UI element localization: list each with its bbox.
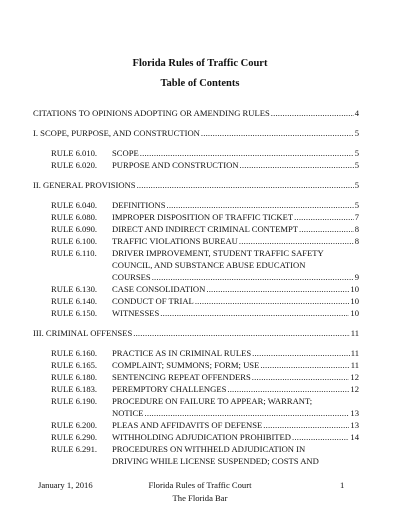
dot-leader — [299, 223, 354, 235]
dot-leader — [145, 407, 350, 419]
toc-entry-text: IMPROPER DISPOSITION OF TRAFFIC TICKET — [112, 212, 294, 222]
rule-number: RULE 6.080. — [51, 212, 98, 222]
toc-entry-text-continued[interactable]: COUNCIL, AND SUBSTANCE ABUSE EDUCATION — [112, 260, 306, 270]
toc-entry-text: DEFINITIONS — [112, 200, 166, 210]
toc-entry-text: WITNESSES — [112, 308, 160, 318]
toc-entry-rule-6140[interactable] — [112, 295, 359, 307]
toc-entry-rule-6165[interactable] — [112, 359, 359, 371]
toc-page-number: 9 — [354, 272, 359, 282]
toc-page-number: 5 — [354, 128, 359, 138]
toc-entry-rule-6100[interactable] — [112, 235, 359, 247]
toc-page-number: 10 — [350, 284, 359, 294]
toc-entry-text-continued: COURSES — [112, 272, 151, 282]
toc-page-number: 5 — [354, 200, 359, 210]
toc-entry-rule-6090[interactable] — [112, 223, 359, 235]
toc-entry-rule-6183[interactable] — [112, 383, 359, 395]
dot-leader — [166, 199, 353, 211]
toc-entry-text: PLEAS AND AFFIDAVITS OF DEFENSE — [112, 420, 263, 430]
footer-date: January 1, 2016 — [38, 480, 93, 490]
rule-number: RULE 6.165. — [51, 360, 98, 370]
footer-title: Florida Rules of Traffic Court — [148, 480, 252, 490]
toc-entry-rule-6180[interactable] — [112, 371, 359, 383]
toc-page-number: 4 — [354, 108, 359, 118]
toc-page-number: 5 — [354, 148, 359, 158]
toc-entry-text-continued[interactable]: DRIVING WHILE LICENSE SUSPENDED; COSTS AND — [112, 456, 319, 466]
toc-page-number: 8 — [354, 236, 359, 246]
dot-leader — [271, 107, 354, 119]
toc-page-number: 11 — [350, 360, 359, 370]
footer-organization: The Florida Bar — [172, 493, 228, 503]
dot-leader — [206, 283, 349, 295]
toc-entry-text: WITHHOLDING ADJUDICATION PROHIBITED — [112, 432, 292, 442]
dot-leader — [133, 327, 349, 339]
rule-number: RULE 6.090. — [51, 224, 98, 234]
toc-entry-text: DIRECT AND INDIRECT CRIMINAL CONTEMPT — [112, 224, 299, 234]
toc-page-number: 13 — [350, 408, 359, 418]
toc-page-number: 10 — [350, 296, 359, 306]
dot-leader — [252, 371, 350, 383]
toc-entry-text: COMPLAINT; SUMMONS; FORM; USE — [112, 360, 260, 370]
dot-leader — [260, 359, 349, 371]
toc-entry-rule-6080[interactable] — [112, 211, 359, 223]
rule-number: RULE 6.183. — [51, 384, 98, 394]
toc-entry-text[interactable]: PROCEDURES ON WITHHELD ADJUDICATION IN — [112, 444, 306, 454]
toc-entry-text: CITATIONS TO OPINIONS ADOPTING OR AMENDING RULES — [33, 108, 270, 118]
toc-entry-text: PURPOSE AND CONSTRUCTION — [112, 160, 239, 170]
footer-page-number: 1 — [340, 480, 345, 490]
rule-number: RULE 6.160. — [51, 348, 98, 358]
dot-leader — [252, 347, 350, 359]
rule-number: RULE 6.130. — [51, 284, 98, 294]
rule-number: RULE 6.040. — [51, 200, 98, 210]
rule-number: RULE 6.100. — [51, 236, 98, 246]
rule-number: RULE 6.020. — [51, 160, 98, 170]
toc-entry-text[interactable]: DRIVER IMPROVEMENT, STUDENT TRAFFIC SAFETY — [112, 248, 324, 258]
toc-page-number: 12 — [350, 372, 359, 382]
toc-entry-text[interactable]: PROCEDURE ON FAILURE TO APPEAR; WARRANT; — [112, 396, 313, 406]
toc-entry-rule-6010[interactable] — [112, 147, 359, 159]
dot-leader — [294, 211, 354, 223]
toc-entry-rule-6110[interactable] — [112, 271, 359, 283]
toc-entry-text: CASE CONSOLIDATION — [112, 284, 206, 294]
toc-entry-rule-6290[interactable] — [112, 431, 359, 443]
dot-leader — [263, 419, 349, 431]
dot-leader — [227, 383, 349, 395]
toc-entry-text: III. CRIMINAL OFFENSES — [33, 328, 133, 338]
toc-page-number: 12 — [350, 384, 359, 394]
dot-leader — [195, 295, 350, 307]
toc-page-number: 7 — [354, 212, 359, 222]
rule-number: RULE 6.110. — [51, 248, 97, 258]
toc-page-number: 8 — [354, 224, 359, 234]
toc-entry-rule-6040[interactable] — [112, 199, 359, 211]
toc-entry-text-continued: NOTICE — [112, 408, 144, 418]
dot-leader — [201, 127, 354, 139]
toc-page-number: 11 — [350, 348, 359, 358]
toc-page-number: 5 — [354, 180, 359, 190]
toc-page-number: 11 — [350, 328, 359, 338]
toc-entry-text: II. GENERAL PROVISIONS — [33, 180, 136, 190]
dot-leader — [239, 235, 354, 247]
rule-number: RULE 6.140. — [51, 296, 98, 306]
dot-leader — [292, 431, 349, 443]
toc-entry-text: SENTENCING REPEAT OFFENDERS — [112, 372, 251, 382]
rule-number: RULE 6.291. — [51, 444, 98, 454]
rule-number: RULE 6.290. — [51, 432, 98, 442]
dot-leader — [240, 159, 354, 171]
toc-entry-text: I. SCOPE, PURPOSE, AND CONSTRUCTION — [33, 128, 200, 138]
document-title: Florida Rules of Traffic Court — [132, 58, 268, 69]
toc-page-number: 5 — [354, 160, 359, 170]
toc-entry-rule-6020[interactable] — [112, 159, 359, 171]
toc-entry-text: SCOPE — [112, 148, 139, 158]
toc-page-number: 13 — [350, 420, 359, 430]
toc-entry-section-3[interactable] — [33, 327, 359, 339]
toc-page-number: 10 — [350, 308, 359, 318]
toc-entry-rule-6130[interactable] — [112, 283, 359, 295]
toc-entry-citations[interactable] — [33, 107, 359, 119]
toc-entry-text: PEREMPTORY CHALLENGES — [112, 384, 227, 394]
dot-leader — [152, 271, 354, 283]
toc-entry-rule-6150[interactable] — [112, 307, 359, 319]
rule-number: RULE 6.010. — [51, 148, 98, 158]
toc-heading: Table of Contents — [160, 78, 240, 89]
toc-entry-text: TRAFFIC VIOLATIONS BUREAU — [112, 236, 238, 246]
toc-entry-text: PRACTICE AS IN CRIMINAL RULES — [112, 348, 252, 358]
dot-leader — [140, 147, 354, 159]
rule-number: RULE 6.180. — [51, 372, 98, 382]
toc-entry-section-2[interactable] — [33, 179, 359, 191]
toc-entry-section-1[interactable] — [33, 127, 359, 139]
rule-number: RULE 6.190. — [51, 396, 98, 406]
toc-entry-rule-6200[interactable] — [112, 419, 359, 431]
toc-entry-text: CONDUCT OF TRIAL — [112, 296, 194, 306]
rule-number: RULE 6.200. — [51, 420, 98, 430]
dot-leader — [160, 307, 349, 319]
toc-entry-rule-6190[interactable] — [112, 407, 359, 419]
dot-leader — [137, 179, 354, 191]
toc-entry-rule-6160[interactable] — [112, 347, 359, 359]
rule-number: RULE 6.150. — [51, 308, 98, 318]
toc-page-number: 14 — [350, 432, 359, 442]
